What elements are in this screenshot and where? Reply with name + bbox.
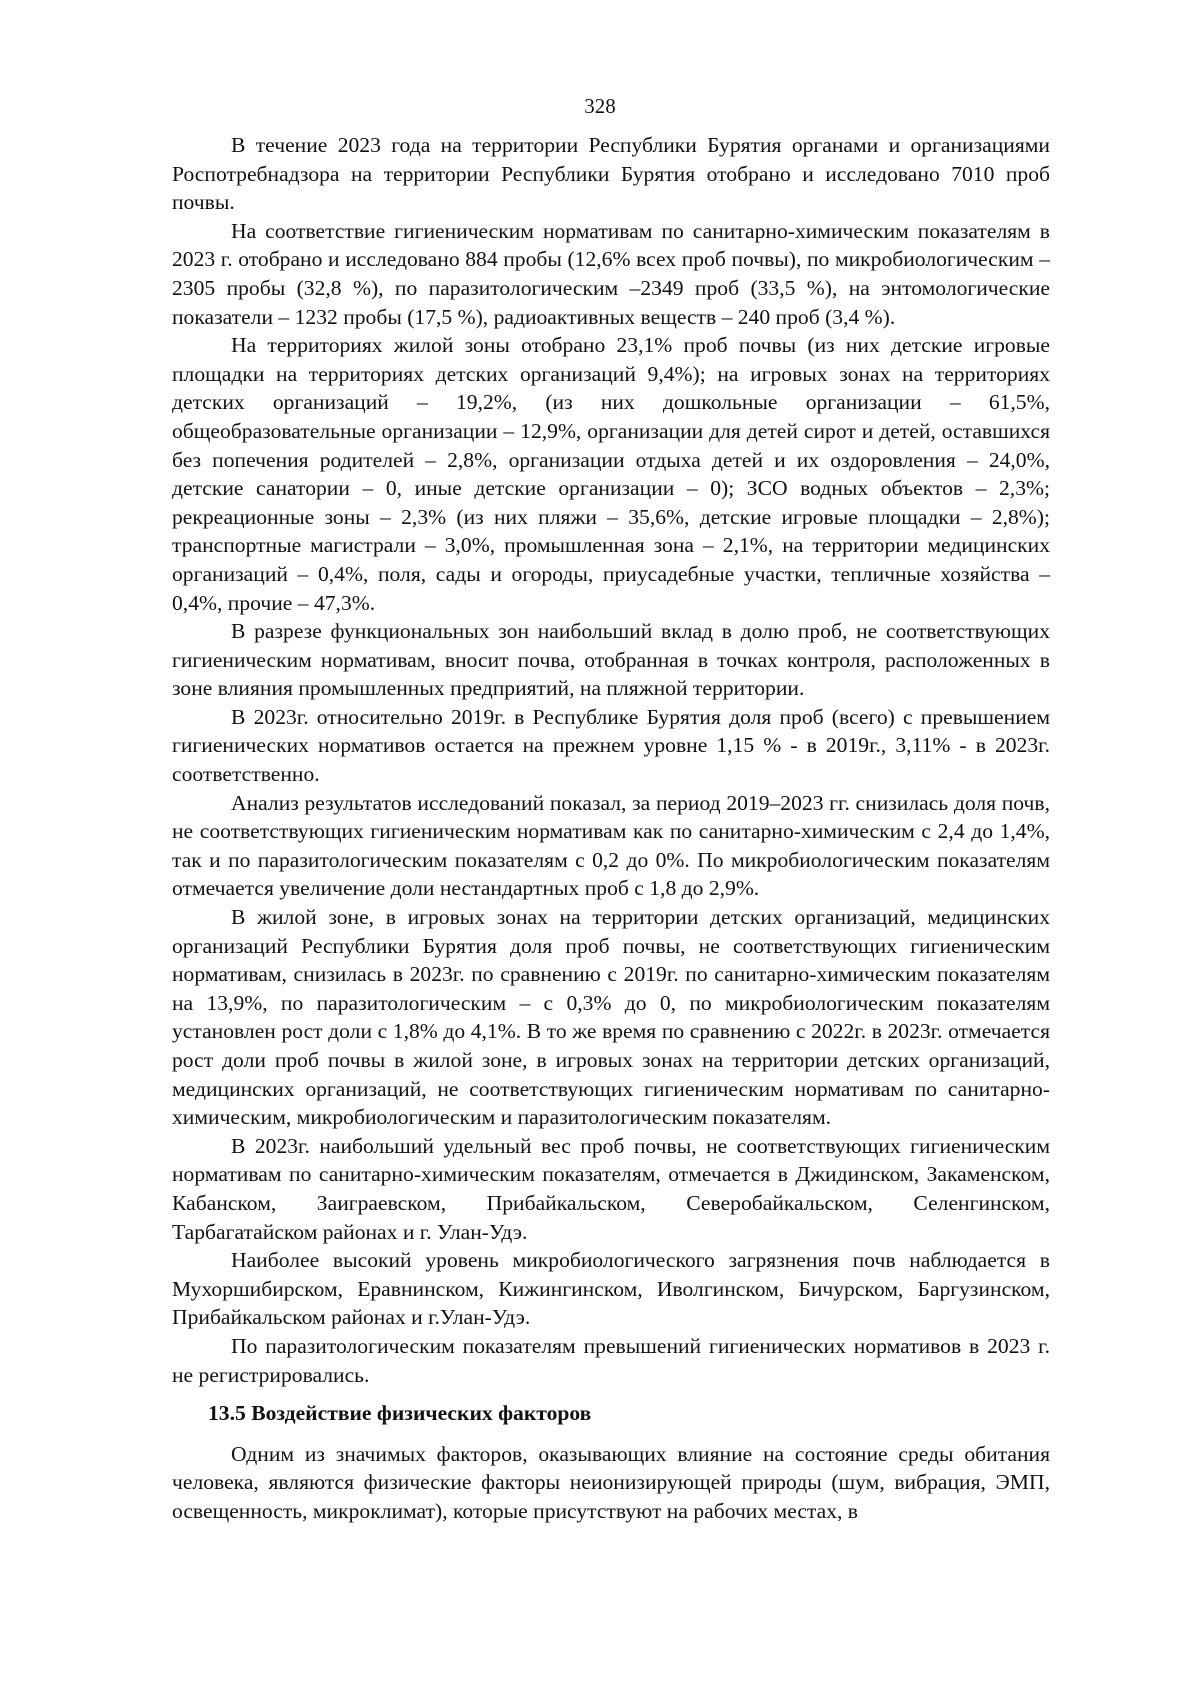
paragraph: В разрезе функциональных зон наибольший вклад в долю проб, не соответствующих гигиеническим нормативам, вносит почва, отобранная в точках контроля, расположенных в зоне влияния промышленных предприятий, на пляжной территории. <box>172 619 1050 701</box>
section-heading: 13.5 Воздействие физических факторов <box>208 1401 592 1426</box>
paragraph: Анализ результатов исследований показал, за период 2019–2023 гг. снизилась доля почв, не соответствующих гигиеническим нормативам как по санитарно-химическим с 2,4 до 1,4%, так и по паразитологическим показателям с 0,2 до 0%. По микробиологическим показателям отмечается увеличение доли нестандартных проб с 1,8 до 2,9%. <box>172 790 1050 901</box>
paragraph: На соответствие гигиеническим нормативам по санитарно-химическим показателям в 2023 г. отобрано и исследовано 884 пробы (12,6% всех проб почвы), по микробиологическим – 2305 пробы (32,8 %), по паразитологическим –2349 проб (33,5 %), на энтомологические показатели – 1232 пробы (17,5 %), радиоактивных веществ – 240 проб (3,4 %). <box>172 218 1050 329</box>
paragraph: На территориях жилой зоны отобрано 23,1% проб почвы (из них детские игровые площадки на территориях детских организаций 9,4%); на игровых зонах на территориях детских организаций – 19,2%, (из них дошкольные организации – 61,5%, общеобразовательные организации – 12,9%, организации для детей сирот и детей, оставшихся без попечения родителей – 2,8%, организации отдыха детей и их оздоровления – 24,0%, детские санатории – 0, иные детские организации – 0); ЗСО водных объектов – 2,3%; рекреационные зоны – 2,3% (из них пляжи – 35,6%, детские игровые площадки – 2,8%); транспортные магистрали – 3,0%, промышленная зона – 2,1%, на территории медицинских организаций – 0,4%, поля, сады и огороды, приусадебные участки, тепличные хозяйства – 0,4%, прочие – 47,3%. <box>172 333 1050 615</box>
paragraph: По паразитологическим показателям превышений гигиенических нормативов в 2023 г. не регистрировались. <box>172 1333 1050 1387</box>
page-number: 328 <box>584 94 616 118</box>
paragraph: В 2023г. относительно 2019г. в Республике Бурятия доля проб (всего) с превышением гигиенических нормативов остается на прежнем уровне 1,15 % - в 2019г., 3,11% - в 2023г. соответственно. <box>172 704 1050 787</box>
paragraph: Наиболее высокий уровень микробиологического загрязнения почв наблюдается в Мухоршибирском, Еравнинском, Кижингинском, Иволгинском, Бичурском, Баргузинском, Прибайкальском районах и г.Улан-Удэ. <box>172 1248 1050 1330</box>
page-body <box>172 131 1050 1526</box>
paragraph: Одним из значимых факторов, оказывающих влияние на состояние среды обитания человека, являются физические факторы неионизирующей природы (шум, вибрация, ЭМП, освещенность, микроклимат), которые присутствуют на рабочих местах, в <box>172 1441 1050 1523</box>
paragraph: В жилой зоне, в игровых зонах на территории детских организаций, медицинских организаций Республики Бурятия доля проб почвы, не соответствующих гигиеническим нормативам, снизилась в 2023г. по сравнению с 2019г. по санитарно-химическим показателям на 13,9%, по паразитологическим – с 0,3% до 0, по микробиологическим показателям установлен рост доли с 1,8% до 4,1%. В то же время по сравнению с 2022г. в 2023г. отмечается рост доли проб почвы в жилой зоне, в игровых зонах на территории детских организаций, медицинских организаций, не соответствующих гигиеническим нормативам по санитарно-химическим, микробиологическим и паразитологическим показателям. <box>172 905 1050 1130</box>
paragraph: В течение 2023 года на территории Республики Бурятия органами и организациями Роспотребнадзора на территории Республики Бурятия отобрано и исследовано 7010 проб почвы. <box>172 133 1050 215</box>
paragraph: В 2023г. наибольший удельный вес проб почвы, не соответствующих гигиеническим нормативам по санитарно-химическим показателям, отмечается в Джидинском, Закаменском, Кабанском, Заиграевском, Прибайкальском, Северобайкальском, Селенгинском, Тарбагатайском районах и г. Улан-Удэ. <box>172 1133 1050 1244</box>
